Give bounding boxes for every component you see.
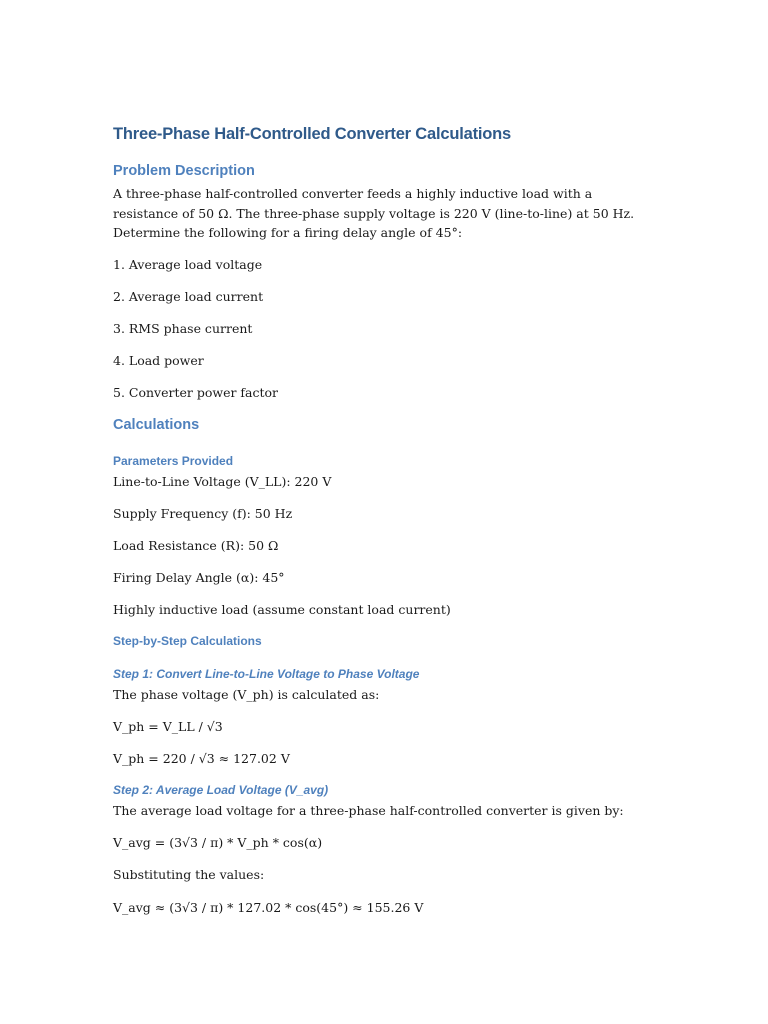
calculations-heading: Calculations: [113, 417, 200, 433]
parameter-line: Highly inductive load (assume constant load current): [113, 602, 451, 617]
steps-heading: Step-by-Step Calculations: [113, 634, 262, 648]
parameter-line: Load Resistance (R): 50 Ω: [113, 538, 279, 553]
list-item: 1. Average load voltage: [113, 257, 263, 272]
step1-result: V_ph = 220 / √3 ≈ 127.02 V: [113, 751, 290, 766]
problem-text: A three-phase half-controlled converter feeds a highly inductive load with a resistance of 50 Ω. The three-phase supply voltage is 220 V (line-to-line) at 50 Hz. Determine the following for a firing delay angle of 45°:: [113, 186, 635, 240]
parameter-line: Supply Frequency (f): 50 Hz: [113, 506, 293, 521]
step2-result: V_avg ≈ (3√3 / π) * 127.02 * cos(45°) ≈ 155.26 V: [113, 900, 424, 915]
problem-heading: Problem Description: [113, 163, 255, 179]
list-item: 5. Converter power factor: [113, 385, 279, 400]
list-item: 4. Load power: [113, 353, 204, 368]
list-item: 2. Average load current: [113, 289, 264, 304]
document-title: Three-Phase Half-Controlled Converter Calculations: [113, 125, 511, 143]
step1-heading: Step 1: Convert Line-to-Line Voltage to Phase Voltage: [113, 667, 420, 681]
step1-equation: V_ph = V_LL / √3: [113, 719, 223, 734]
parameter-line: Firing Delay Angle (α): 45°: [113, 570, 285, 585]
step1-intro: The phase voltage (V_ph) is calculated as:: [113, 687, 380, 702]
step2-heading: Step 2: Average Load Voltage (V_avg): [113, 783, 329, 797]
step2-equation: V_avg = (3√3 / π) * V_ph * cos(α): [113, 835, 323, 850]
step2-substitution-label: Substituting the values:: [113, 867, 265, 882]
list-item: 3. RMS phase current: [113, 321, 253, 336]
parameters-heading: Parameters Provided: [113, 454, 234, 468]
parameter-line: Line-to-Line Voltage (V_LL): 220 V: [113, 474, 332, 489]
step2-intro: The average load voltage for a three-phase half-controlled converter is given by:: [113, 803, 624, 818]
